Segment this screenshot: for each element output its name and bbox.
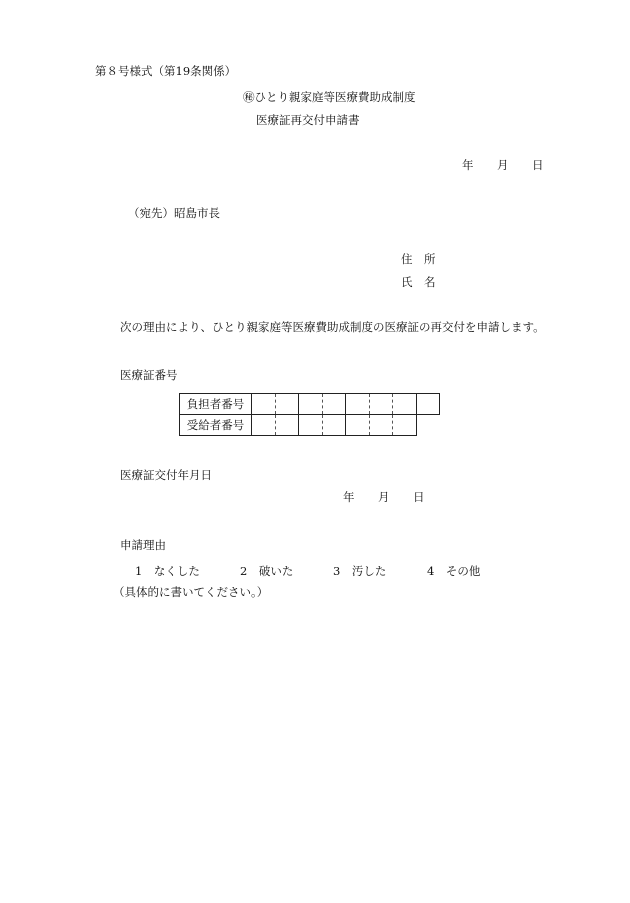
certificate-number-table: [179, 393, 440, 436]
reason-option-soiled[interactable]: 3 汚した: [333, 564, 387, 578]
payer-digit-8[interactable]: [416, 394, 440, 415]
name-label: 氏 名: [401, 275, 436, 289]
reason-option-torn[interactable]: 2 破いた: [240, 564, 294, 578]
payer-number-label: 負担者番号: [180, 394, 252, 415]
addressee: （宛先）昭島市長: [128, 206, 220, 220]
payer-digit-2[interactable]: [275, 394, 299, 415]
date-month-label: 月: [497, 158, 509, 172]
payer-digit-6[interactable]: [369, 394, 393, 415]
certificate-number-label: 医療証番号: [120, 368, 178, 382]
payer-digit-1[interactable]: [252, 394, 276, 415]
recipient-digit-4[interactable]: [322, 415, 346, 436]
reason-option-lost[interactable]: 1 なくした: [135, 564, 200, 578]
system-name: ㊙ひとり親家庭等医療費助成制度: [243, 90, 416, 104]
reason-label: 申請理由: [120, 538, 166, 552]
reason-option-other[interactable]: 4 その他: [427, 564, 481, 578]
payer-digit-7[interactable]: [393, 394, 417, 415]
recipient-number-label: 受給者番号: [180, 415, 252, 436]
issue-day-label: 日: [413, 490, 425, 504]
payer-digit-3[interactable]: [299, 394, 323, 415]
issue-date-label: 医療証交付年月日: [120, 468, 212, 482]
form-number: 第８号様式（第19条関係）: [95, 64, 237, 78]
recipient-digit-2[interactable]: [275, 415, 299, 436]
recipient-digit-1[interactable]: [252, 415, 276, 436]
recipient-digit-6[interactable]: [369, 415, 393, 436]
application-statement: 次の理由により、ひとり親家庭等医療費助成制度の医療証の再交付を申請します。: [120, 320, 545, 334]
issue-year-label: 年: [343, 490, 355, 504]
date-year-label: 年: [462, 158, 474, 172]
date-day-label: 日: [532, 158, 544, 172]
payer-digit-5[interactable]: [346, 394, 370, 415]
payer-number-row: [180, 394, 440, 415]
address-label: 住 所: [401, 252, 436, 266]
recipient-digit-3[interactable]: [299, 415, 323, 436]
recipient-number-row: [180, 415, 440, 436]
table-blank-cell: [416, 415, 440, 436]
reason-note: （具体的に書いてください。）: [113, 585, 269, 599]
document-title: 医療証再交付申請書: [256, 113, 360, 127]
recipient-digit-5[interactable]: [346, 415, 370, 436]
recipient-digit-7[interactable]: [393, 415, 417, 436]
issue-month-label: 月: [378, 490, 390, 504]
payer-digit-4[interactable]: [322, 394, 346, 415]
